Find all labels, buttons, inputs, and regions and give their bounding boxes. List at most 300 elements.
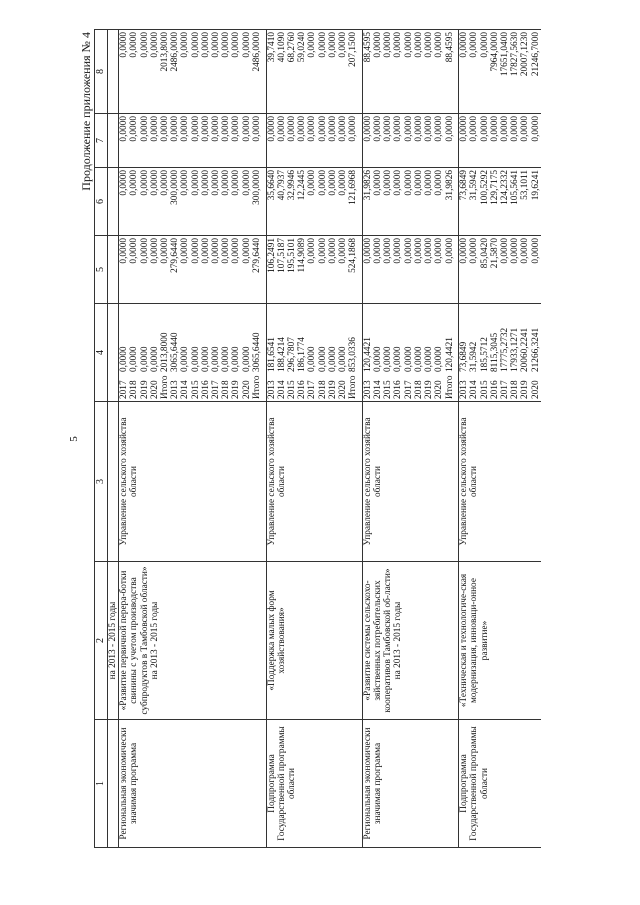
total-value: 0,0000 xyxy=(221,346,232,372)
year-and-total xyxy=(318,304,328,402)
regional-value: 0,0000 xyxy=(328,168,338,236)
program-name: «Поддержка малых форм хозяйствования» xyxy=(266,562,358,720)
total-value: 0,0000 xyxy=(403,346,414,372)
extrabudget-value: 0,0000 xyxy=(318,30,328,114)
regional-value: 0,0000 xyxy=(201,168,211,236)
program-name: «Развитие первичной перера-ботки свинины с учетом производства субпродуктов в Тамбовской области» на 2013 - 2015 годы xyxy=(119,562,262,720)
local-value: 0,0000 xyxy=(266,114,277,168)
year-label: 2020 xyxy=(530,380,541,399)
federal-value: 0,0000 xyxy=(424,236,434,304)
total-value: 0,0000 xyxy=(337,346,348,372)
extrabudget-value: 0,0000 xyxy=(373,30,383,114)
total-value: 186,1774 xyxy=(297,337,308,372)
year-and-total xyxy=(520,304,530,402)
federal-value: 195,5101 xyxy=(287,236,297,304)
federal-value: 0,0000 xyxy=(445,236,455,304)
extrabudget-value: 20007,1230 xyxy=(520,30,530,114)
extrabudget-value: 59,0240 xyxy=(297,30,307,114)
extrabudget-value: 39,7410 xyxy=(266,30,277,114)
federal-value: 0,0000 xyxy=(510,236,520,304)
year-label: 2013 xyxy=(362,380,373,399)
year-label: 2019 xyxy=(424,380,435,399)
federal-value: 107,5187 xyxy=(277,236,287,304)
year-and-total xyxy=(414,304,424,402)
table-row xyxy=(362,30,373,848)
year-label: 2016 xyxy=(393,380,404,399)
year-and-total xyxy=(338,304,348,402)
year-label: 2019 xyxy=(520,380,531,399)
total-value: 0,0000 xyxy=(231,346,242,372)
local-value: 0,0000 xyxy=(221,114,231,168)
col-header-8: 8 xyxy=(95,30,108,114)
extrabudget-value: 88,4595 xyxy=(445,30,455,114)
total-value: 296,7807 xyxy=(286,337,297,372)
year-label: Итого xyxy=(348,375,359,399)
local-value: 0,0000 xyxy=(242,114,252,168)
total-value: 0,0000 xyxy=(317,346,328,372)
col-header-4: 4 xyxy=(95,304,108,402)
total-value: 0,0000 xyxy=(383,346,394,372)
extrabudget-value: 0,0000 xyxy=(480,30,490,114)
local-value: 0,0000 xyxy=(434,114,444,168)
column-number-row xyxy=(95,30,108,848)
extrabudget-value: 0,0000 xyxy=(180,30,190,114)
extrabudget-value: 0,0000 xyxy=(242,30,252,114)
local-value: 0,0000 xyxy=(180,114,190,168)
year-and-total xyxy=(424,304,434,402)
regional-value: 0,0000 xyxy=(383,168,393,236)
year-label: 2016 xyxy=(200,380,211,399)
federal-value: 0,0000 xyxy=(221,236,231,304)
year-and-total xyxy=(510,304,520,402)
total-value: 188,4214 xyxy=(276,337,287,372)
total-value: 0,0000 xyxy=(119,346,130,372)
extrabudget-value: 0,0000 xyxy=(140,30,150,114)
col-header-5: 5 xyxy=(95,236,108,304)
total-value: 31,5942 xyxy=(469,341,480,372)
year-and-total xyxy=(307,304,317,402)
regional-value: 0,0000 xyxy=(129,168,139,236)
federal-value: 0,0000 xyxy=(242,236,252,304)
federal-value: 0,0000 xyxy=(393,236,403,304)
extrabudget-value: 7964,0000 xyxy=(490,30,500,114)
local-value: 0,0000 xyxy=(201,114,211,168)
federal-value: 0,0000 xyxy=(434,236,444,304)
year-and-total xyxy=(119,304,130,402)
local-value: 0,0000 xyxy=(469,114,479,168)
total-value: 0,0000 xyxy=(241,346,252,372)
extrabudget-value: 0,0000 xyxy=(404,30,414,114)
local-value: 0,0000 xyxy=(348,114,358,168)
year-and-total xyxy=(531,304,541,402)
year-label: 2015 xyxy=(479,380,490,399)
regional-value: 0,0000 xyxy=(150,168,160,236)
total-value: 0,0000 xyxy=(211,346,222,372)
local-value: 0,0000 xyxy=(318,114,328,168)
total-value: 20060,2241 xyxy=(520,327,531,372)
regional-value: 0,0000 xyxy=(373,168,383,236)
year-label: 2020 xyxy=(434,380,445,399)
regional-value: 0,0000 xyxy=(404,168,414,236)
local-value: 0,0000 xyxy=(414,114,424,168)
year-and-total xyxy=(287,304,297,402)
federal-value: 0,0000 xyxy=(414,236,424,304)
total-value: 0,0000 xyxy=(190,346,201,372)
federal-value: 524,1868 xyxy=(348,236,358,304)
local-value: 0,0000 xyxy=(362,114,373,168)
year-label: 2019 xyxy=(231,380,242,399)
year-label: 2014 xyxy=(373,380,384,399)
extrabudget-value: 40,1090 xyxy=(277,30,287,114)
regional-value: 53,1011 xyxy=(520,168,530,236)
federal-value: 0,0000 xyxy=(531,236,541,304)
top-fragment-row xyxy=(108,30,119,848)
program-name: «Развитие системы сельскохо-зяйственных потребительских кооперативов Тамбовской об-ласти» на 2013 - 2015 годы xyxy=(362,562,454,720)
year-label: 2018 xyxy=(221,380,232,399)
funding-table xyxy=(94,29,541,848)
year-label: 2017 xyxy=(119,380,130,399)
regional-value: 129,7175 xyxy=(490,168,500,236)
year-and-total xyxy=(266,304,277,402)
regional-value: 31,5942 xyxy=(469,168,479,236)
extrabudget-value: 0,0000 xyxy=(211,30,221,114)
regional-value: 300,0000 xyxy=(170,168,180,236)
regional-value: 0,0000 xyxy=(191,168,201,236)
local-value: 0,0000 xyxy=(277,114,287,168)
regional-value: 0,0000 xyxy=(221,168,231,236)
year-label: 2017 xyxy=(403,380,414,399)
year-and-total xyxy=(277,304,287,402)
federal-value: 106,2491 xyxy=(266,236,277,304)
regional-value: 300,0000 xyxy=(252,168,262,236)
total-value: 17933,1271 xyxy=(510,327,521,372)
year-and-total xyxy=(160,304,170,402)
total-value: 120,4421 xyxy=(362,337,373,372)
year-and-total xyxy=(348,304,358,402)
local-value: 0,0000 xyxy=(307,114,317,168)
year-label: 2013 xyxy=(170,380,181,399)
federal-value: 0,0000 xyxy=(307,236,317,304)
extrabudget-value: 0,0000 xyxy=(338,30,348,114)
regional-value: 0,0000 xyxy=(119,168,130,236)
federal-value: 0,0000 xyxy=(404,236,414,304)
year-label: 2017 xyxy=(211,380,222,399)
total-value: 8115,3045 xyxy=(489,332,500,372)
table-row xyxy=(266,30,277,848)
year-and-total xyxy=(373,304,383,402)
rotated-table-page xyxy=(68,30,588,848)
year-label: 2018 xyxy=(413,380,424,399)
total-value: 0,0000 xyxy=(373,346,384,372)
year-and-total xyxy=(211,304,221,402)
extrabudget-value: 0,0000 xyxy=(434,30,444,114)
regional-value: 0,0000 xyxy=(307,168,317,236)
extrabudget-value: 0,0000 xyxy=(231,30,241,114)
extrabudget-value: 0,0000 xyxy=(459,30,470,114)
regional-value: 124,2332 xyxy=(500,168,510,236)
extrabudget-value: 21246,7000 xyxy=(531,30,541,114)
extrabudget-value: 0,0000 xyxy=(201,30,211,114)
year-and-total xyxy=(180,304,190,402)
year-label: 2019 xyxy=(327,380,338,399)
extrabudget-value: 0,0000 xyxy=(393,30,403,114)
col-header-1: 1 xyxy=(95,720,108,848)
total-value: 0,0000 xyxy=(307,346,318,372)
extrabudget-value: 2486,0000 xyxy=(252,30,262,114)
federal-value: 0,0000 xyxy=(459,236,470,304)
extrabudget-value: 0,0000 xyxy=(383,30,393,114)
federal-value: 0,0000 xyxy=(129,236,139,304)
regional-value: 100,5292 xyxy=(480,168,490,236)
regional-value: 0,0000 xyxy=(393,168,403,236)
local-value: 0,0000 xyxy=(150,114,160,168)
extrabudget-value: 0,0000 xyxy=(191,30,201,114)
year-label: 2018 xyxy=(129,380,140,399)
local-value: 0,0000 xyxy=(119,114,130,168)
regional-value: 0,0000 xyxy=(434,168,444,236)
local-value: 0,0000 xyxy=(383,114,393,168)
federal-value: 0,0000 xyxy=(469,236,479,304)
total-value: 0,0000 xyxy=(149,346,160,372)
year-and-total xyxy=(140,304,150,402)
top-fragment: на 2013 - 2015 годы xyxy=(108,562,119,720)
federal-value: 21,5870 xyxy=(490,236,500,304)
local-value: 0,0000 xyxy=(231,114,241,168)
table-body xyxy=(108,30,541,848)
federal-value: 114,9089 xyxy=(297,236,307,304)
extrabudget-value: 0,0000 xyxy=(469,30,479,114)
total-value: 0,0000 xyxy=(434,346,445,372)
local-value: 0,0000 xyxy=(393,114,403,168)
federal-value: 0,0000 xyxy=(520,236,530,304)
regional-value: 35,6640 xyxy=(266,168,277,236)
regional-value: 31,9826 xyxy=(362,168,373,236)
continuation-label: Продолжение приложения № 4 xyxy=(79,32,93,191)
year-and-total xyxy=(231,304,241,402)
extrabudget-value: 207,1500 xyxy=(348,30,358,114)
federal-value: 0,0000 xyxy=(150,236,160,304)
local-value: 0,0000 xyxy=(531,114,541,168)
local-value: 0,0000 xyxy=(191,114,201,168)
extrabudget-value: 0,0000 xyxy=(328,30,338,114)
program-type: Подпрограмма Государственной программы области xyxy=(459,720,541,848)
program-type: Региональная экономически значимая программа xyxy=(362,720,454,848)
year-and-total xyxy=(362,304,373,402)
local-value: 0,0000 xyxy=(328,114,338,168)
year-and-total xyxy=(500,304,510,402)
year-label: 2016 xyxy=(489,380,500,399)
local-value: 0,0000 xyxy=(160,114,170,168)
year-label: 2017 xyxy=(307,380,318,399)
regional-value: 121,6968 xyxy=(348,168,358,236)
year-and-total xyxy=(150,304,160,402)
federal-value: 279,6440 xyxy=(252,236,262,304)
year-and-total xyxy=(393,304,403,402)
local-value: 0,0000 xyxy=(297,114,307,168)
federal-value: 0,0000 xyxy=(362,236,373,304)
local-value: 0,0000 xyxy=(424,114,434,168)
federal-value: 0,0000 xyxy=(160,236,170,304)
total-value: 0,0000 xyxy=(413,346,424,372)
year-and-total xyxy=(191,304,201,402)
year-and-total xyxy=(242,304,252,402)
year-label: 2013 xyxy=(266,380,277,399)
total-value: 3065,6440 xyxy=(251,332,262,372)
regional-value: 0,0000 xyxy=(414,168,424,236)
federal-value: 0,0000 xyxy=(231,236,241,304)
local-value: 0,0000 xyxy=(373,114,383,168)
extrabudget-value: 2486,0000 xyxy=(170,30,180,114)
year-label: 2017 xyxy=(500,380,511,399)
regional-value: 0,0000 xyxy=(318,168,328,236)
total-value: 17775,2732 xyxy=(500,327,511,372)
year-label: 2018 xyxy=(317,380,328,399)
federal-value: 279,6440 xyxy=(170,236,180,304)
local-value: 0,0000 xyxy=(510,114,520,168)
table-row xyxy=(459,30,470,848)
year-and-total xyxy=(383,304,393,402)
year-and-total xyxy=(490,304,500,402)
total-value: 0,0000 xyxy=(129,346,140,372)
federal-value: 0,0000 xyxy=(191,236,201,304)
executor: Управление сельского хозяйства области xyxy=(362,402,454,562)
local-value: 0,0000 xyxy=(404,114,414,168)
year-and-total xyxy=(480,304,490,402)
regional-value: 31,9826 xyxy=(445,168,455,236)
local-value: 0,0000 xyxy=(287,114,297,168)
regional-value: 105,5641 xyxy=(510,168,520,236)
year-and-total xyxy=(201,304,211,402)
local-value: 0,0000 xyxy=(490,114,500,168)
federal-value: 0,0000 xyxy=(328,236,338,304)
federal-value: 0,0000 xyxy=(383,236,393,304)
regional-value: 32,9946 xyxy=(287,168,297,236)
total-value: 21266,3241 xyxy=(530,327,541,372)
regional-value: 0,0000 xyxy=(140,168,150,236)
extrabudget-value: 0,0000 xyxy=(129,30,139,114)
local-value: 0,0000 xyxy=(129,114,139,168)
local-value: 0,0000 xyxy=(480,114,490,168)
year-label: Итого xyxy=(251,375,262,399)
page-number: 5 xyxy=(68,436,80,442)
local-value: 0,0000 xyxy=(459,114,470,168)
regional-value: 12,2445 xyxy=(297,168,307,236)
year-label: 2013 xyxy=(459,380,470,399)
year-and-total xyxy=(459,304,470,402)
federal-value: 0,0000 xyxy=(140,236,150,304)
year-and-total xyxy=(170,304,180,402)
extrabudget-value: 0,0000 xyxy=(119,30,130,114)
year-label: 2020 xyxy=(337,380,348,399)
extrabudget-value: 68,2760 xyxy=(287,30,297,114)
year-and-total xyxy=(252,304,262,402)
extrabudget-value: 88,4595 xyxy=(362,30,373,114)
extrabudget-value: 17651,0400 xyxy=(500,30,510,114)
total-value: 73,6849 xyxy=(459,341,470,372)
total-value: 3065,6440 xyxy=(170,332,181,372)
executor: Управление сельского хозяйства области xyxy=(266,402,358,562)
year-label: Итого xyxy=(444,375,455,399)
local-value: 0,0000 xyxy=(500,114,510,168)
extrabudget-value: 0,0000 xyxy=(221,30,231,114)
year-and-total xyxy=(221,304,231,402)
local-value: 0,0000 xyxy=(445,114,455,168)
federal-value: 0,0000 xyxy=(338,236,348,304)
year-label: 2018 xyxy=(510,380,521,399)
year-and-total xyxy=(129,304,139,402)
col-header-6: 6 xyxy=(95,168,108,236)
regional-value: 19,6241 xyxy=(531,168,541,236)
total-value: 2013,8000 xyxy=(160,332,171,372)
local-value: 0,0000 xyxy=(211,114,221,168)
total-value: 0,0000 xyxy=(424,346,435,372)
local-value: 0,0000 xyxy=(520,114,530,168)
regional-value: 0,0000 xyxy=(338,168,348,236)
local-value: 0,0000 xyxy=(338,114,348,168)
year-and-total xyxy=(434,304,444,402)
extrabudget-value: 0,0000 xyxy=(424,30,434,114)
regional-value: 0,0000 xyxy=(424,168,434,236)
extrabudget-value: 2013,8000 xyxy=(160,30,170,114)
year-and-total xyxy=(328,304,338,402)
federal-value: 0,0000 xyxy=(318,236,328,304)
col-header-3: 3 xyxy=(95,402,108,562)
year-label: 2014 xyxy=(180,380,191,399)
year-and-total xyxy=(445,304,455,402)
year-and-total xyxy=(404,304,414,402)
total-value: 0,0000 xyxy=(393,346,404,372)
total-value: 120,4421 xyxy=(444,337,455,372)
program-type: Подпрограмма Государственной программы области xyxy=(266,720,358,848)
total-value: 0,0000 xyxy=(327,346,338,372)
total-value: 0,0000 xyxy=(139,346,150,372)
federal-value: 0,0000 xyxy=(373,236,383,304)
regional-value: 0,0000 xyxy=(231,168,241,236)
year-label: 2014 xyxy=(276,380,287,399)
local-value: 0,0000 xyxy=(140,114,150,168)
executor: Управление сельского хозяйства области xyxy=(119,402,262,562)
extrabudget-value: 0,0000 xyxy=(150,30,160,114)
year-label: 2014 xyxy=(469,380,480,399)
year-and-total xyxy=(297,304,307,402)
federal-value: 0,0000 xyxy=(180,236,190,304)
regional-value: 0,0000 xyxy=(211,168,221,236)
local-value: 0,0000 xyxy=(170,114,180,168)
year-label: 2016 xyxy=(297,380,308,399)
regional-value: 73,6849 xyxy=(459,168,470,236)
extrabudget-value: 0,0000 xyxy=(307,30,317,114)
year-and-total xyxy=(469,304,479,402)
regional-value: 0,0000 xyxy=(160,168,170,236)
year-label: 2020 xyxy=(241,380,252,399)
year-label: 2015 xyxy=(190,380,201,399)
program-name: «Техническая и технологиче-ская модернизация, инноваци-онное развитие» xyxy=(459,562,541,720)
federal-value: 0,0000 xyxy=(211,236,221,304)
year-label: 2015 xyxy=(383,380,394,399)
extrabudget-value: 17827,5630 xyxy=(510,30,520,114)
total-value: 181,6541 xyxy=(266,337,277,372)
local-value: 0,0000 xyxy=(252,114,262,168)
regional-value: 0,0000 xyxy=(180,168,190,236)
year-label: 2019 xyxy=(139,380,150,399)
table-row xyxy=(119,30,130,848)
total-value: 853,0336 xyxy=(348,337,359,372)
regional-value: 0,0000 xyxy=(242,168,252,236)
extrabudget-value: 0,0000 xyxy=(414,30,424,114)
total-value: 0,0000 xyxy=(200,346,211,372)
federal-value: 0,0000 xyxy=(201,236,211,304)
col-header-7: 7 xyxy=(95,114,108,168)
